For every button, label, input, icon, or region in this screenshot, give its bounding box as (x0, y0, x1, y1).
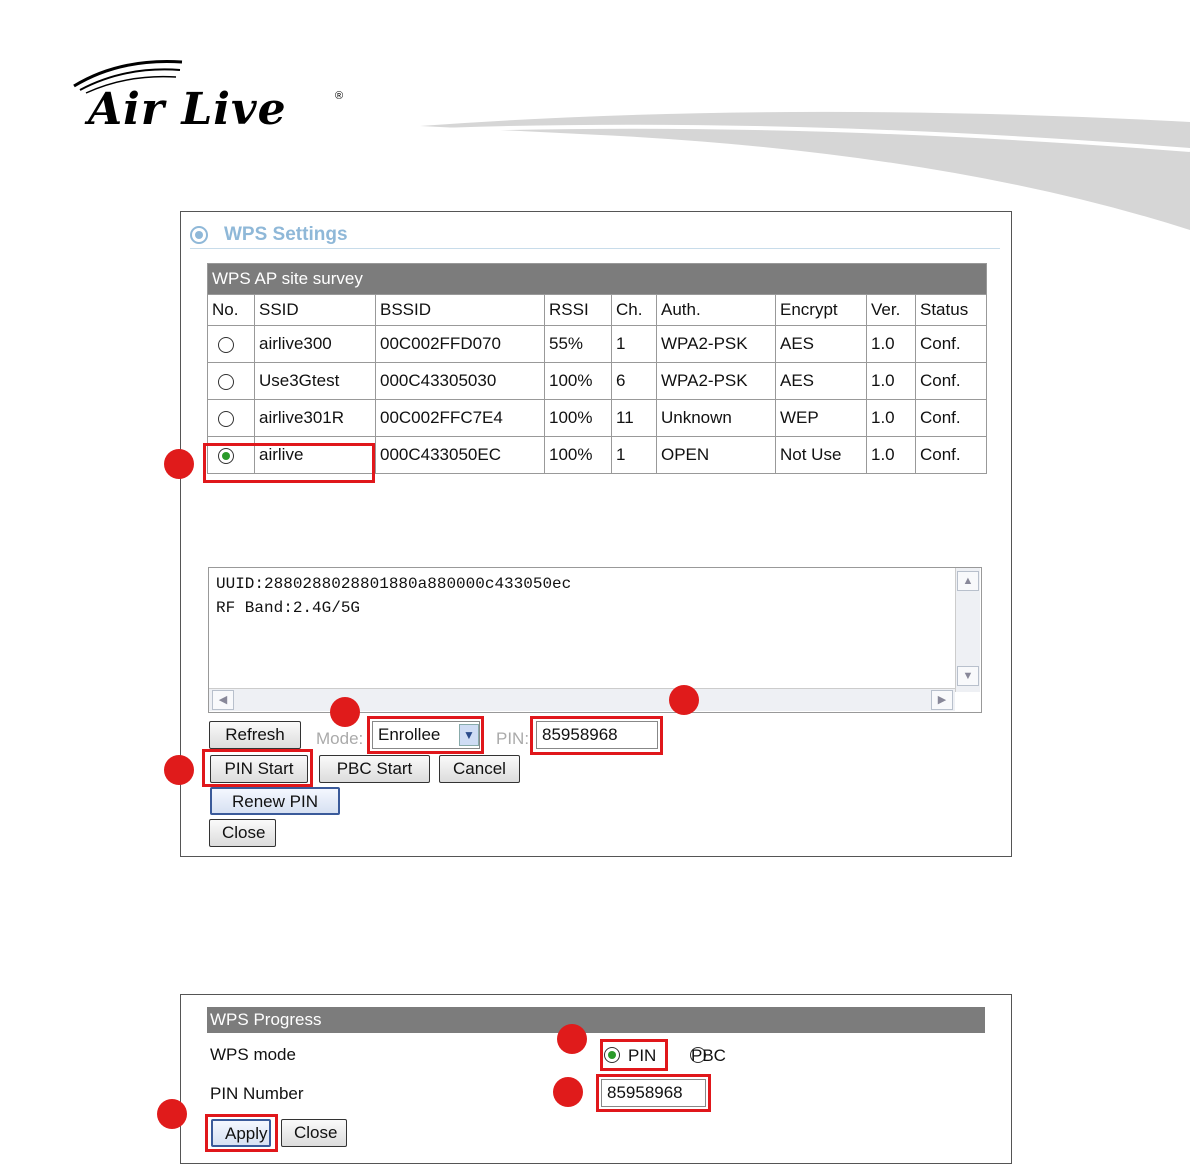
pin-input[interactable]: 85958968 (536, 721, 658, 749)
cell-encrypt: Not Use (776, 437, 867, 474)
cell-ch: 6 (612, 363, 657, 400)
annotation-marker (157, 1099, 187, 1129)
table-row[interactable] (208, 400, 987, 437)
cell-auth: WPA2-PSK (657, 363, 776, 400)
pin-start-button[interactable]: PIN Start (210, 755, 308, 783)
cancel-button[interactable]: Cancel (439, 755, 520, 783)
col-header-ch: Ch. (612, 295, 657, 326)
cell-status: Conf. (916, 363, 987, 400)
highlight-apply (205, 1114, 278, 1152)
chevron-down-icon[interactable]: ▼ (459, 724, 479, 746)
highlight-selected-row (203, 443, 375, 483)
cell-encrypt: AES (776, 363, 867, 400)
survey-caption: WPS AP site survey (208, 264, 987, 295)
title-divider (190, 248, 1000, 249)
cell-bssid: 000C433050EC (376, 437, 545, 474)
row-select-cell[interactable] (208, 400, 255, 437)
table-row[interactable] (208, 326, 987, 363)
col-header-no: No. (208, 295, 255, 326)
cell-rssi: 55% (545, 326, 612, 363)
cell-status: Conf. (916, 326, 987, 363)
annotation-marker (330, 697, 360, 727)
registered-mark: ® (335, 90, 344, 102)
table-row[interactable] (208, 363, 987, 400)
progress-close-button[interactable]: Close (281, 1119, 347, 1147)
cell-bssid: 00C002FFC7E4 (376, 400, 545, 437)
cell-ver: 1.0 (867, 437, 916, 474)
mode-label: Mode: (316, 729, 364, 748)
pin-label: PIN: (496, 729, 530, 748)
col-header-bssid: BSSID (376, 295, 545, 326)
cell-status: Conf. (916, 437, 987, 474)
cell-ssid: airlive (255, 437, 376, 474)
cell-bssid: 00C002FFD070 (376, 326, 545, 363)
wps-mode-label: WPS mode (210, 1045, 296, 1064)
pin-number-input[interactable]: 85958968 (601, 1079, 706, 1107)
cell-rssi: 100% (545, 437, 612, 474)
airlive-logo: Air Live (88, 84, 287, 135)
cell-auth: Unknown (657, 400, 776, 437)
cell-ch: 11 (612, 400, 657, 437)
device-info-text: UUID:2880288028801880a880000c433050ec RF Band:2.4G/5G (216, 575, 572, 617)
scroll-down-icon[interactable]: ▼ (957, 666, 979, 686)
apply-button[interactable]: Apply (211, 1119, 271, 1147)
cell-ch: 1 (612, 326, 657, 363)
scroll-up-icon[interactable]: ▲ (957, 571, 979, 591)
col-header-rssi: RSSI (545, 295, 612, 326)
radio-button[interactable] (218, 337, 234, 353)
annotation-marker (553, 1077, 583, 1107)
annotation-marker (164, 449, 194, 479)
cell-ch: 1 (612, 437, 657, 474)
header-swoosh-decoration (380, 60, 1190, 230)
cell-rssi: 100% (545, 363, 612, 400)
page-title: WPS Settings (224, 224, 348, 245)
pin-number-label: PIN Number (210, 1084, 304, 1103)
scroll-left-icon[interactable]: ◀ (212, 690, 234, 710)
col-header-encrypt: Encrypt (776, 295, 867, 326)
col-header-status: Status (916, 295, 987, 326)
cell-bssid: 000C43305030 (376, 363, 545, 400)
pin-radio-label: PIN (628, 1046, 657, 1065)
cell-ver: 1.0 (867, 400, 916, 437)
cell-ssid: Use3Gtest (255, 363, 376, 400)
annotation-marker (164, 755, 194, 785)
radio-button[interactable] (218, 411, 234, 427)
highlight-pin-number (596, 1074, 711, 1112)
renew-pin-button[interactable]: Renew PIN (210, 787, 340, 815)
pbc-start-button[interactable]: PBC Start (319, 755, 430, 783)
col-header-auth: Auth. (657, 295, 776, 326)
cell-encrypt: AES (776, 326, 867, 363)
close-button[interactable]: Close (209, 819, 276, 847)
highlight-pin-start (202, 749, 313, 787)
progress-header: WPS Progress (207, 1007, 985, 1033)
cell-auth: WPA2-PSK (657, 326, 776, 363)
target-icon (190, 226, 208, 244)
highlight-pin-mode (600, 1039, 668, 1071)
cell-ver: 1.0 (867, 363, 916, 400)
annotation-marker (557, 1024, 587, 1054)
pbc-radio-label: PBC (691, 1046, 726, 1065)
cell-encrypt: WEP (776, 400, 867, 437)
cell-ssid: airlive301R (255, 400, 376, 437)
cell-ssid: airlive300 (255, 326, 376, 363)
horizontal-scrollbar[interactable] (209, 688, 955, 711)
cell-ver: 1.0 (867, 326, 916, 363)
cell-auth: OPEN (657, 437, 776, 474)
highlight-mode-select (367, 716, 484, 754)
cell-rssi: 100% (545, 400, 612, 437)
col-header-ssid: SSID (255, 295, 376, 326)
mode-select-value: Enrollee (378, 725, 441, 744)
highlight-pin-input (530, 716, 663, 755)
scroll-right-icon[interactable]: ▶ (931, 690, 953, 710)
cell-status: Conf. (916, 400, 987, 437)
annotation-marker (669, 685, 699, 715)
col-header-ver: Ver. (867, 295, 916, 326)
row-select-cell[interactable] (208, 326, 255, 363)
radio-button[interactable] (218, 374, 234, 390)
row-select-cell[interactable] (208, 363, 255, 400)
refresh-button[interactable]: Refresh (209, 721, 301, 749)
